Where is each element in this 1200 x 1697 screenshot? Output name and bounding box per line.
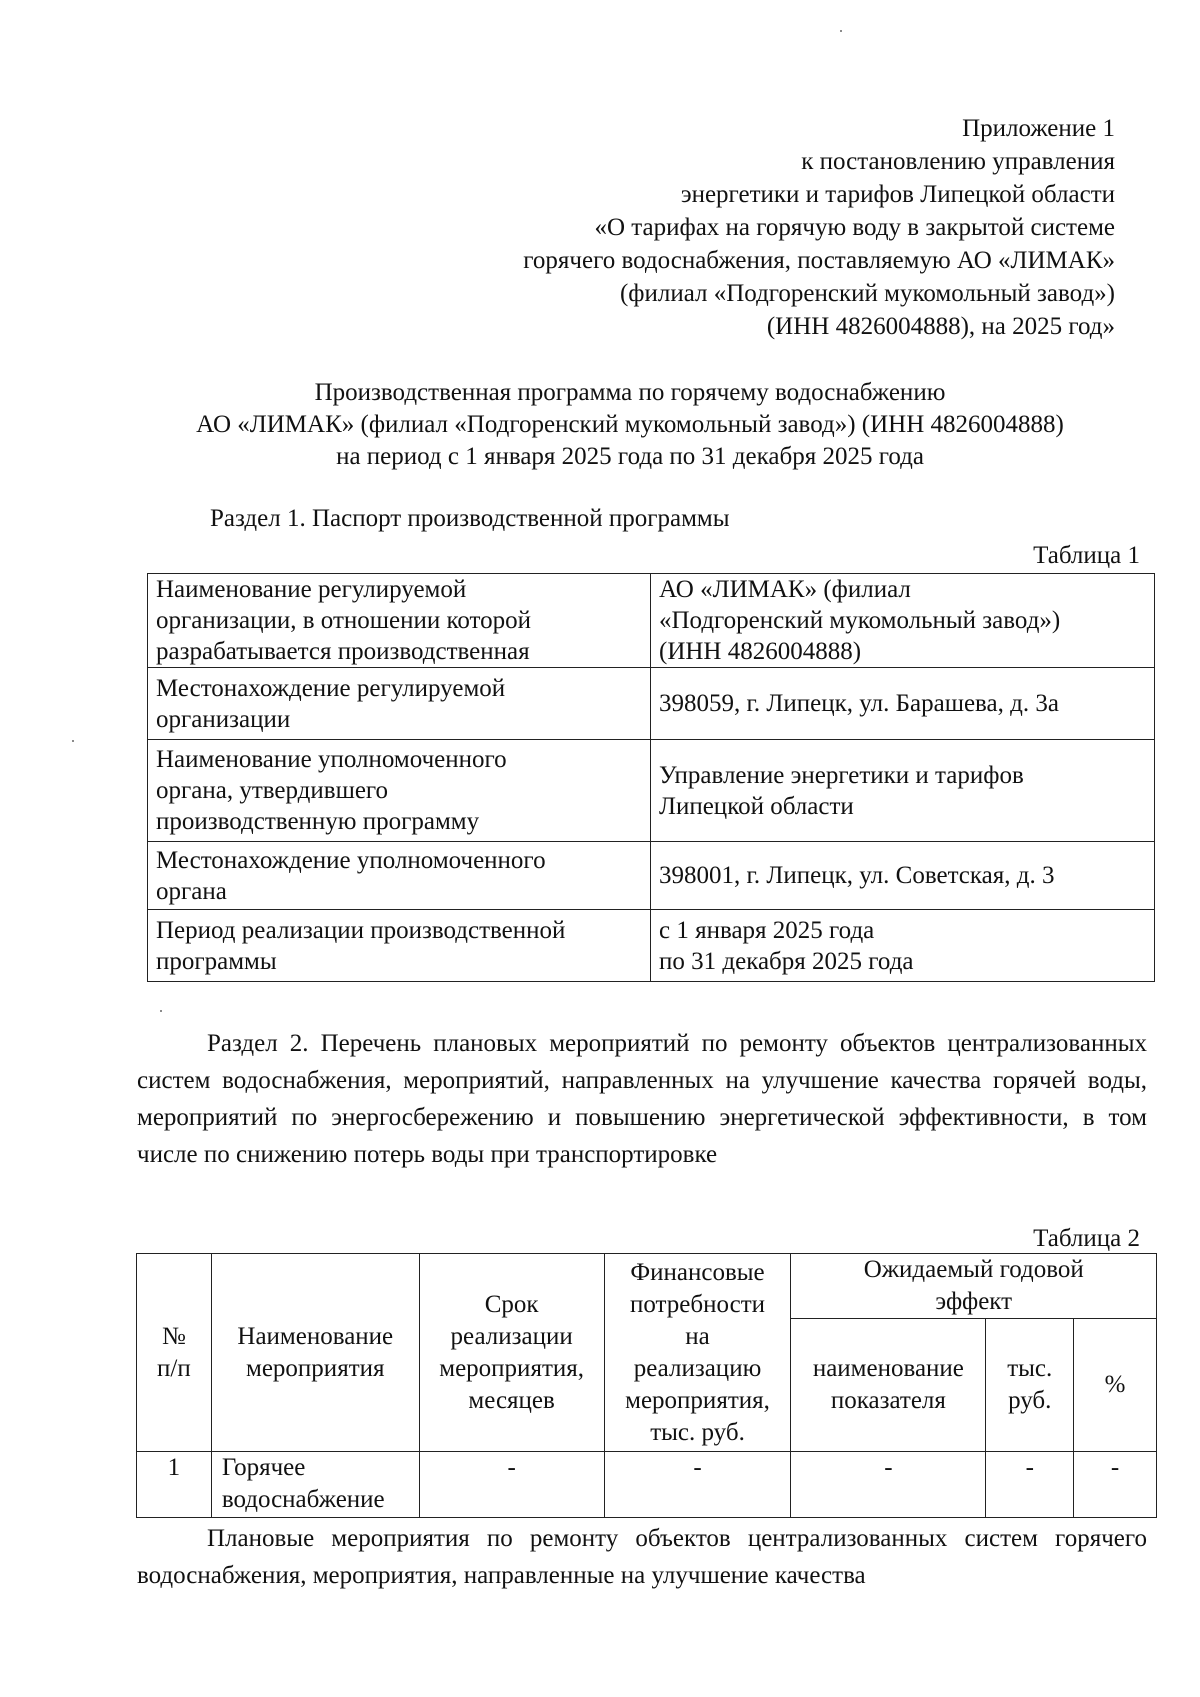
row-indicator: -: [791, 1452, 986, 1518]
scan-speck: [72, 740, 74, 742]
passport-value-cell: с 1 января 2025 года по 31 декабря 2025 года: [651, 910, 1155, 982]
row-pct: -: [1074, 1452, 1157, 1518]
appendix-line: «О тарифах на горячую воду в закрытой системе: [594, 214, 1115, 241]
section2-heading: Раздел 2. Перечень плановых мероприятий по ремонту объектов централизованных систем водоснабжения, мероприятий, направленных на улучшение качества горячей воды, мероприятий по энергосбережению и повышению энергетической эффективности, в том числе по снижению потерь воды при транспортировке: [137, 1030, 1147, 1168]
table-row: [137, 1452, 1157, 1518]
appendix-line: (ИНН 4826004888), на 2025 год»: [766, 313, 1115, 340]
table1-label: Таблица 1: [1033, 542, 1140, 569]
header-term: Срок реализации мероприятия, месяцев: [419, 1254, 604, 1452]
row-name: Горячее водоснабжение: [211, 1452, 419, 1518]
header-indicator: наименование показателя: [791, 1319, 986, 1452]
passport-value-cell: АО «ЛИМАК» (филиал «Подгоренский мукомольный завод») (ИНН 4826004888): [651, 574, 1155, 668]
passport-table: [147, 573, 1155, 982]
table2-label: Таблица 2: [1033, 1225, 1140, 1252]
title-line: Производственная программа по горячему водоснабжению: [314, 379, 946, 406]
row-rub: -: [986, 1452, 1074, 1518]
header-finance: Финансовые потребности на реализацию мероприятия, тыс. руб.: [604, 1254, 791, 1452]
passport-label-cell: Период реализации производственной программы: [148, 910, 651, 982]
table-header-row: [137, 1254, 1157, 1319]
header-rub: тыс. руб.: [986, 1319, 1074, 1452]
passport-label-cell: Наименование регулируемой организации, в отношении которой разрабатывается производственная: [148, 574, 651, 668]
passport-label-cell: Местонахождение регулируемой организации: [148, 668, 651, 740]
appendix-line: к постановлению управления: [801, 148, 1115, 175]
header-effect: Ожидаемый годовой эффект: [791, 1254, 1157, 1319]
passport-value-cell: Управление энергетики и тарифов Липецкой области: [651, 740, 1155, 842]
title-line: на период с 1 января 2025 года по 31 декабря 2025 года: [336, 443, 924, 470]
appendix-line: Приложение 1: [962, 115, 1115, 142]
appendix-line: (филиал «Подгоренский мукомольный завод»): [619, 280, 1115, 307]
passport-label-cell: Наименование уполномоченного органа, утвердившего производственную программу: [148, 740, 651, 842]
header-pct: %: [1074, 1319, 1157, 1452]
table-row: [148, 574, 1155, 668]
final-paragraph: Плановые мероприятия по ремонту объектов централизованных систем горячего водоснабжения, мероприятия, направленные на улучшение качества: [137, 1525, 1147, 1589]
activities-table: [136, 1253, 1157, 1518]
table-row: [148, 842, 1155, 910]
scan-speck: [840, 30, 842, 32]
appendix-line: энергетики и тарифов Липецкой области: [680, 181, 1115, 208]
section1-heading: Раздел 1. Паспорт производственной программы: [210, 505, 730, 532]
header-name: Наименование мероприятия: [211, 1254, 419, 1452]
passport-value-cell: 398059, г. Липецк, ул. Барашева, д. 3а: [651, 668, 1155, 740]
row-term: -: [419, 1452, 604, 1518]
passport-value-cell: 398001, г. Липецк, ул. Советская, д. 3: [651, 842, 1155, 910]
scan-speck: [160, 1010, 162, 1012]
document-title: [130, 377, 1130, 473]
appendix-block: [523, 112, 1115, 343]
table-row: [148, 668, 1155, 740]
row-finance: -: [604, 1452, 791, 1518]
title-line: АО «ЛИМАК» (филиал «Подгоренский мукомольный завод») (ИНН 4826004888): [196, 411, 1064, 438]
appendix-line: горячего водоснабжения, поставляемую АО «ЛИМАК»: [523, 247, 1115, 274]
row-num: 1: [137, 1452, 212, 1518]
passport-label-cell: Местонахождение уполномоченного органа: [148, 842, 651, 910]
table-row: [148, 910, 1155, 982]
table-row: [148, 740, 1155, 842]
header-num: № п/п: [137, 1254, 212, 1452]
